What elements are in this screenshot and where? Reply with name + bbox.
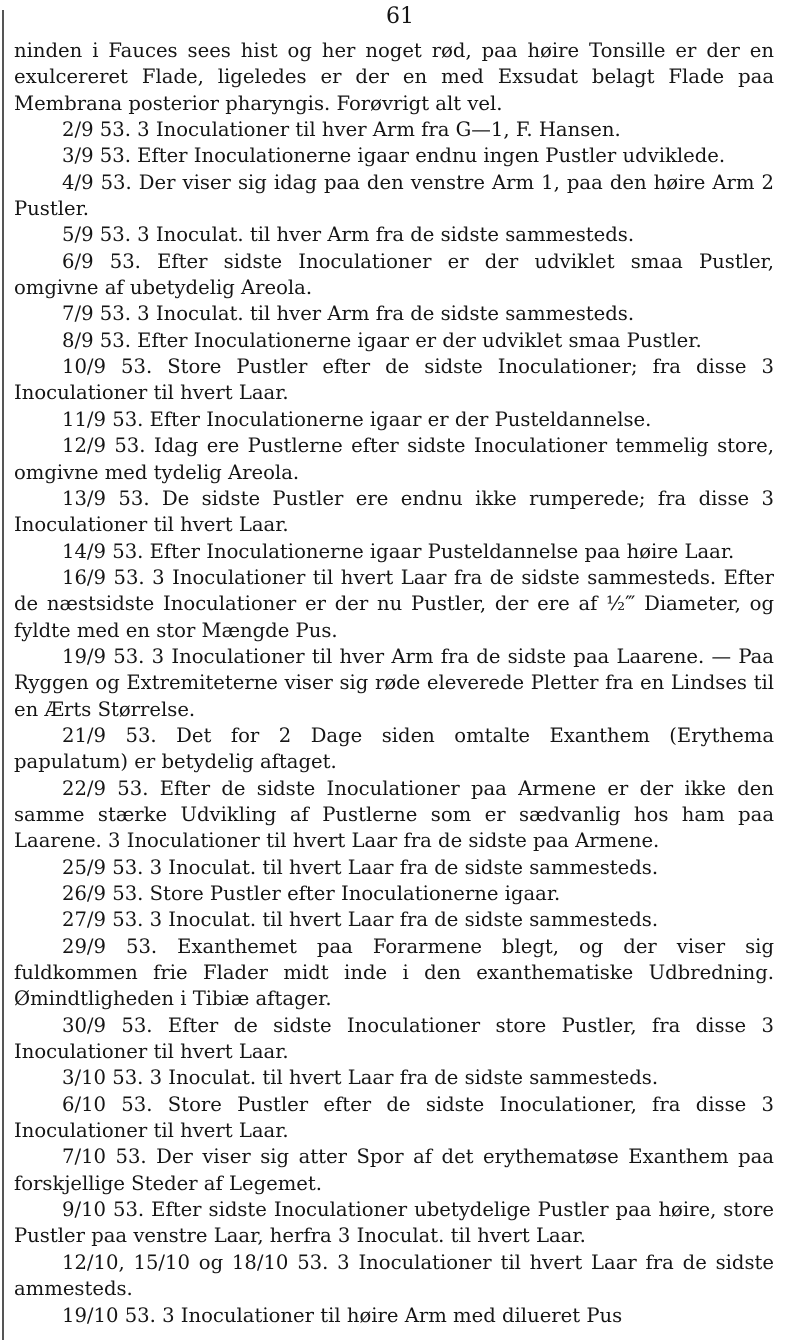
paragraph: 30/9 53. Efter de sidste Inoculationer store Pustler, fra disse 3 Inoculationer til hvert Laar. xyxy=(14,1013,774,1064)
paragraph: 10/9 53. Store Pustler efter de sidste Inoculationer; fra disse 3 Inoculationer til hvert Laar. xyxy=(14,355,774,405)
paragraph: 7/9 53. 3 Inoculat. til hver Arm fra de sidste sammesteds. xyxy=(62,302,635,326)
paragraph: 19/10 53. 3 Inoculationer til høire Arm med dilueret Pus xyxy=(62,1303,623,1327)
paragraph: 4/9 53. Der viser sig idag paa den venstre Arm 1, paa den høire Arm 2 Pustler. xyxy=(14,170,774,221)
paragraph: 3/9 53. Efter Inoculationerne igaar endnu ingen Pustler udviklede. xyxy=(62,144,726,168)
paragraph: 21/9 53. Det for 2 Dage siden omtalte Exanthem (Erythema papulatum) er betydelig aftaget. xyxy=(14,723,774,774)
paragraph: 26/9 53. Store Pustler efter Inoculationerne igaar. xyxy=(62,882,561,905)
paragraph: 16/9 53. 3 Inoculationer til hvert Laar fra de sidste sammesteds. Efter de næstsidste Inoculationer er der nu Pustler, der ere af ½‴ Diameter, og fyldte med en stor Mængde Pus. xyxy=(14,565,774,642)
paragraph: 5/9 53. 3 Inoculat. til hver Arm fra de sidste sammesteds. xyxy=(62,223,635,247)
paragraph: ninden i Fauces sees hist og her noget rød, paa høire Tonsille er der en exulcereret Flade, ligeledes er der en med Exsudat belagt Flade paa Membrana posterior pharyngis. Forøvrigt alt vel. xyxy=(14,39,774,115)
paragraph: 6/9 53. Efter sidste Inoculationer er der udviklet smaa Pustler, omgivne af ubetydelig Areola. xyxy=(14,249,774,300)
paragraph: 12/10, 15/10 og 18/10 53. 3 Inoculationer til hvert Laar fra de sidste ammesteds. xyxy=(14,1250,774,1301)
paragraph: 19/9 53. 3 Inoculationer til hver Arm fra de sidste paa Laarene. — Paa Ryggen og Extremiteterne viser sig røde eleverede Pletter fra en Lindses til en Ærts Størrelse. xyxy=(14,644,774,721)
paragraph: 8/9 53. Efter Inoculationerne igaar er der udviklet smaa Pustler. xyxy=(62,328,702,352)
paragraph: 7/10 53. Der viser sig atter Spor af det erythematøse Exanthem paa forskjellige Steder af Legemet. xyxy=(14,1145,774,1195)
paragraph: 9/10 53. Efter sidste Inoculationer ubetydelige Pustler paa høire, store Pustler paa venstre Laar, herfra 3 Inoculat. til hvert Laar. xyxy=(14,1198,774,1248)
paragraph: 14/9 53. Efter Inoculationerne igaar Pusteldannelse paa høire Laar. xyxy=(62,539,735,563)
page-binding-edge xyxy=(2,10,4,1340)
page-number: 61 xyxy=(386,4,414,29)
paragraph: 12/9 53. Idag ere Pustlerne efter sidste Inoculationer temmelig store, omgivne med tydelig Areola. xyxy=(14,434,774,484)
paragraph: 6/10 53. Store Pustler efter de sidste Inoculationer, fra disse 3 Inoculationer til hvert Laar. xyxy=(14,1092,774,1143)
paragraph: 27/9 53. 3 Inoculat. til hvert Laar fra de sidste sammesteds. xyxy=(62,908,659,932)
paragraph: 29/9 53. Exanthemet paa Forarmene blegt, og der viser sig fuldkommen frie Flader midt inde i den exanthematiske Udbredning. Ømindtligheden i Tibiæ aftager. xyxy=(14,934,774,1011)
paragraph: 3/10 53. 3 Inoculat. til hvert Laar fra de sidste sammesteds. xyxy=(62,1066,659,1090)
body-text xyxy=(14,38,774,1329)
paragraph: 22/9 53. Efter de sidste Inoculationer paa Armene er der ikke den samme stærke Udvikling af Pustlerne som er sædvanlig hos ham paa Laarene. 3 Inoculationer til hvert Laar fra de sidste paa Armene. xyxy=(14,776,774,853)
paragraph: 11/9 53. Efter Inoculationerne igaar er der Pusteldannelse. xyxy=(62,407,652,431)
paragraph: 25/9 53. 3 Inoculat. til hvert Laar fra de sidste sammesteds. xyxy=(62,855,659,879)
paragraph: 2/9 53. 3 Inoculationer til hver Arm fra G—1, F. Hansen. xyxy=(62,118,621,142)
paragraph: 13/9 53. De sidste Pustler ere endnu ikke rumperede; fra disse 3 Inoculationer til hvert Laar. xyxy=(14,486,774,537)
